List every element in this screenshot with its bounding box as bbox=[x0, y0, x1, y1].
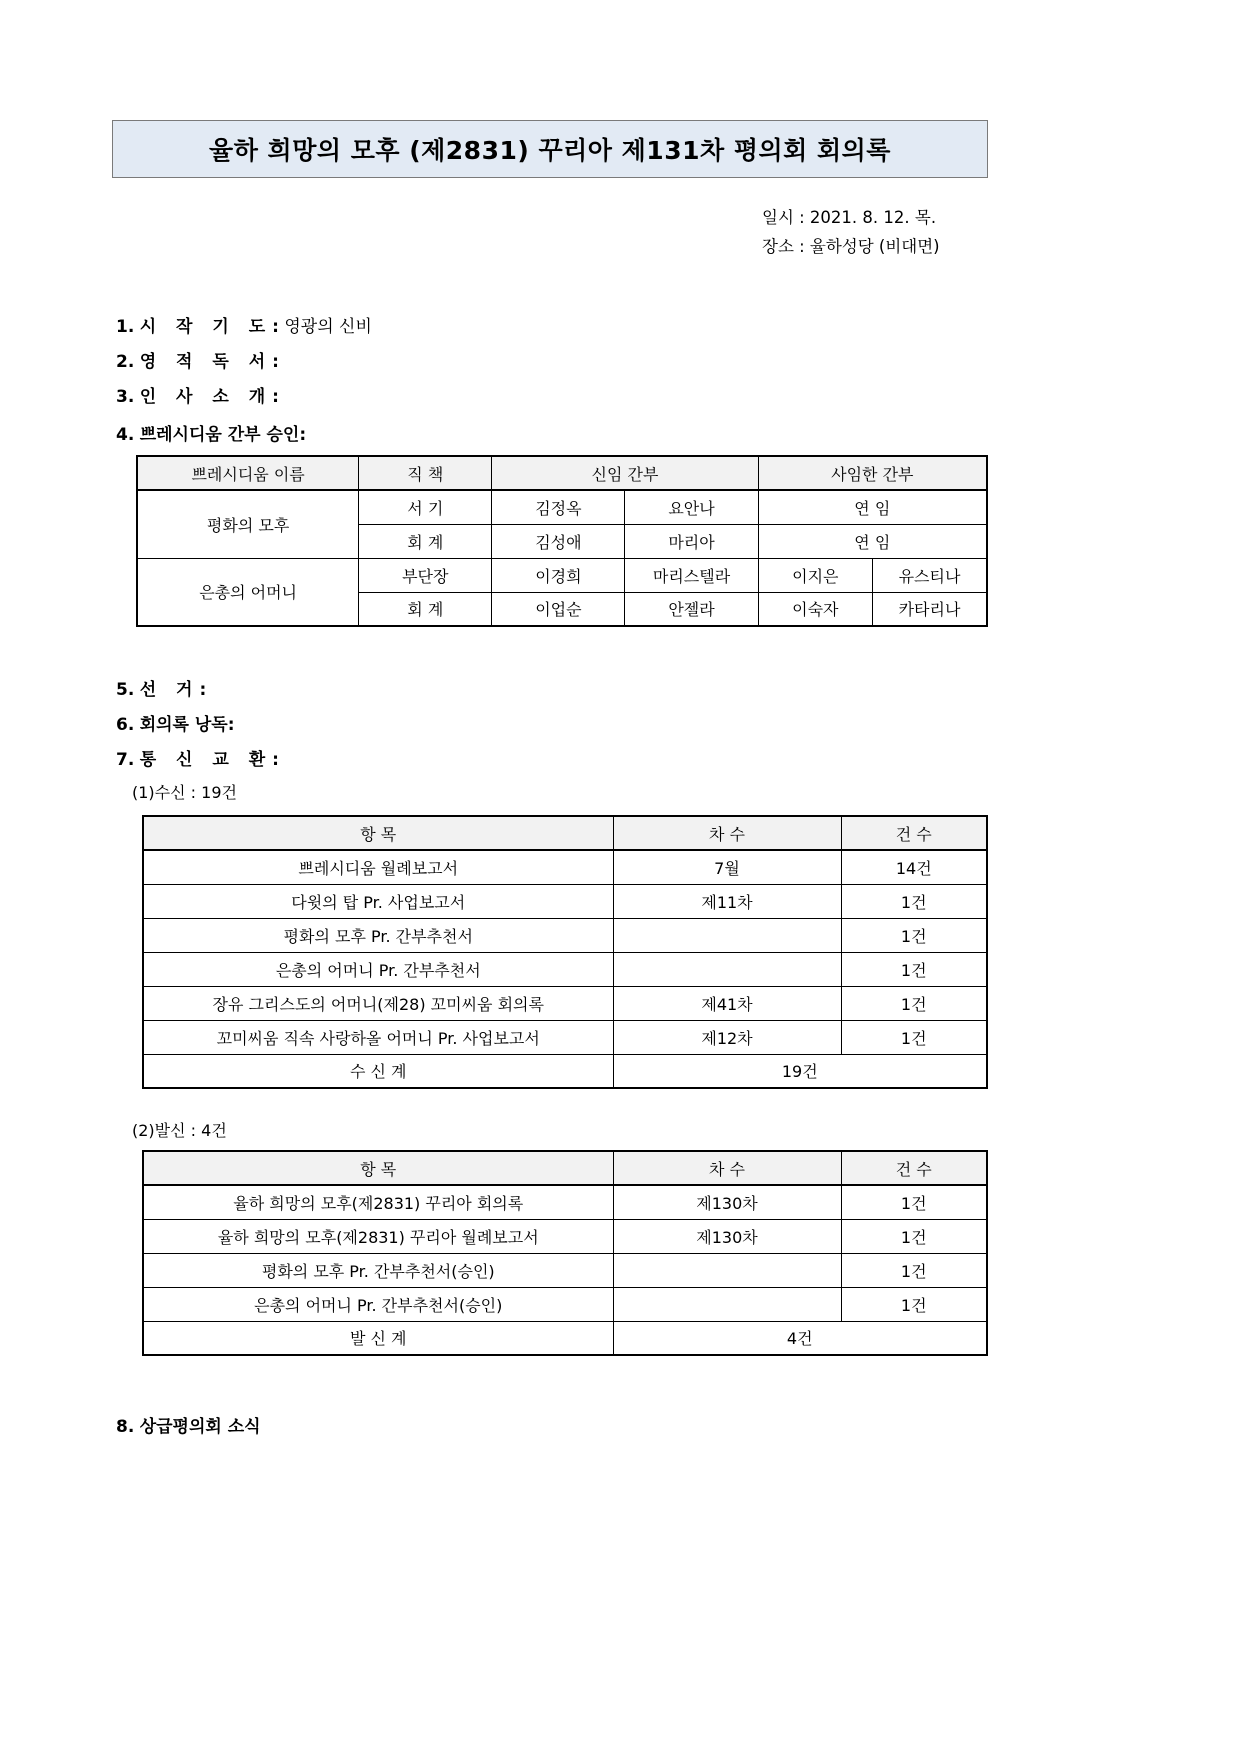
officers-header-resigned: 사임한 간부 bbox=[758, 456, 987, 490]
document-title-box bbox=[112, 120, 988, 178]
agenda-item-5-label: 선 거 bbox=[139, 680, 200, 700]
received-header-count: 건 수 bbox=[841, 816, 987, 850]
received-order-3 bbox=[613, 952, 841, 986]
sent-table-body bbox=[143, 1185, 987, 1355]
officers-group-name-0: 평화의 모후 bbox=[137, 490, 359, 558]
received-order-0: 7월 bbox=[613, 850, 841, 884]
received-table bbox=[142, 815, 988, 1089]
agenda-item-8-number: 8. bbox=[116, 1417, 135, 1437]
officers-table bbox=[136, 455, 988, 627]
received-header-item: 항 목 bbox=[143, 816, 613, 850]
sent-table bbox=[142, 1150, 988, 1356]
table-row bbox=[143, 952, 987, 986]
sent-header-count: 건 수 bbox=[841, 1151, 987, 1185]
agenda-item-8-label: 상급평의회 소식 bbox=[139, 1417, 261, 1437]
agenda-item-1 bbox=[116, 312, 372, 337]
meeting-date: 일시 : 2021. 8. 12. 목. bbox=[762, 208, 937, 227]
table-row bbox=[137, 490, 987, 524]
agenda-item-4-number: 4. bbox=[116, 425, 135, 445]
agenda-item-5 bbox=[116, 675, 206, 700]
table-row bbox=[143, 1219, 987, 1253]
sent-table-head bbox=[143, 1151, 987, 1185]
received-order-5: 제12차 bbox=[613, 1020, 841, 1054]
sent-count-3: 1건 bbox=[841, 1287, 987, 1321]
officers-role-0-1: 회 계 bbox=[359, 524, 492, 558]
officers-resigned-saint-1-0: 유스티나 bbox=[873, 558, 987, 592]
sent-header-item: 항 목 bbox=[143, 1151, 613, 1185]
agenda-item-7-number: 7. bbox=[116, 750, 135, 770]
received-count-3: 1건 bbox=[841, 952, 987, 986]
received-count-4: 1건 bbox=[841, 986, 987, 1020]
officers-new-name-0-0: 김정옥 bbox=[492, 490, 625, 524]
received-caption: (1)수신 : 19건 bbox=[132, 783, 237, 802]
officers-table-head bbox=[137, 456, 987, 490]
received-item-2: 평화의 모후 Pr. 간부추천서 bbox=[143, 918, 613, 952]
officers-header-new: 신임 간부 bbox=[492, 456, 758, 490]
sent-count-2: 1건 bbox=[841, 1253, 987, 1287]
sent-item-2: 평화의 모후 Pr. 간부추천서(승인) bbox=[143, 1253, 613, 1287]
officers-role-1-0: 부단장 bbox=[359, 558, 492, 592]
table-row bbox=[143, 1185, 987, 1219]
table-row bbox=[143, 850, 987, 884]
sent-total-row bbox=[143, 1321, 987, 1355]
agenda-item-5-colon: : bbox=[199, 680, 207, 700]
officers-header-presidium: 쁘레시디움 이름 bbox=[137, 456, 359, 490]
agenda-item-1-number: 1. bbox=[116, 317, 135, 337]
table-row bbox=[143, 986, 987, 1020]
sent-order-3 bbox=[613, 1287, 841, 1321]
sent-order-2 bbox=[613, 1253, 841, 1287]
table-header-row bbox=[143, 1151, 987, 1185]
received-count-0: 14건 bbox=[841, 850, 987, 884]
document-meta bbox=[700, 203, 990, 261]
received-order-2 bbox=[613, 918, 841, 952]
sent-total-value: 4건 bbox=[613, 1321, 987, 1355]
agenda-item-3-number: 3. bbox=[116, 387, 135, 407]
agenda-item-6-number: 6. bbox=[116, 715, 135, 735]
received-count-5: 1건 bbox=[841, 1020, 987, 1054]
agenda-item-4 bbox=[116, 420, 306, 445]
table-row bbox=[143, 918, 987, 952]
received-item-4: 장유 그리스도의 어머니(제28) 꼬미씨움 회의록 bbox=[143, 986, 613, 1020]
received-header-order: 차 수 bbox=[613, 816, 841, 850]
officers-new-name-1-0: 이경희 bbox=[492, 558, 625, 592]
table-row bbox=[143, 1287, 987, 1321]
agenda-item-1-value: 영광의 신비 bbox=[284, 317, 372, 337]
sent-item-3: 은총의 어머니 Pr. 간부추천서(승인) bbox=[143, 1287, 613, 1321]
agenda-item-7-colon: : bbox=[272, 750, 279, 770]
officers-new-name-0-1: 김성애 bbox=[492, 524, 625, 558]
officers-resigned-name-1-1: 이숙자 bbox=[758, 592, 872, 626]
meeting-place: 장소 : 율하성당 (비대면) bbox=[762, 237, 940, 256]
officers-role-0-0: 서 기 bbox=[359, 490, 492, 524]
officers-resigned-name-1-0: 이지은 bbox=[758, 558, 872, 592]
received-table-head bbox=[143, 816, 987, 850]
agenda-item-8 bbox=[116, 1412, 261, 1437]
officers-new-saint-1-0: 마리스텔라 bbox=[625, 558, 758, 592]
agenda-item-6-label: 회의록 낭독 bbox=[139, 715, 228, 735]
sent-order-1: 제130차 bbox=[613, 1219, 841, 1253]
agenda-item-5-number: 5. bbox=[116, 680, 135, 700]
sent-caption: (2)발신 : 4건 bbox=[132, 1121, 227, 1140]
received-order-1: 제11차 bbox=[613, 884, 841, 918]
officers-new-saint-0-0: 요안나 bbox=[625, 490, 758, 524]
received-total-value: 19건 bbox=[613, 1054, 987, 1088]
sent-header-order: 차 수 bbox=[613, 1151, 841, 1185]
officers-table-body bbox=[137, 490, 987, 626]
table-row bbox=[137, 558, 987, 592]
agenda-item-1-label: 시 작 기 도 bbox=[139, 317, 273, 337]
officers-new-saint-1-1: 안젤라 bbox=[625, 592, 758, 626]
sent-count-0: 1건 bbox=[841, 1185, 987, 1219]
agenda-item-3-label: 인 사 소 개 bbox=[139, 387, 273, 407]
sent-order-0: 제130차 bbox=[613, 1185, 841, 1219]
received-table-body bbox=[143, 850, 987, 1088]
officers-role-1-1: 회 계 bbox=[359, 592, 492, 626]
sent-item-1: 율하 희망의 모후(제2831) 꾸리아 월례보고서 bbox=[143, 1219, 613, 1253]
table-header-row bbox=[137, 456, 987, 490]
received-count-1: 1건 bbox=[841, 884, 987, 918]
sent-count-1: 1건 bbox=[841, 1219, 987, 1253]
officers-header-role: 직 책 bbox=[359, 456, 492, 490]
page-title: 율하 희망의 모후 (제2831) 꾸리아 제131차 평의회 회의록 bbox=[209, 136, 891, 165]
officers-new-saint-0-1: 마리아 bbox=[625, 524, 758, 558]
agenda-item-3 bbox=[116, 382, 279, 407]
agenda-item-2-label: 영 적 독 서 bbox=[139, 352, 273, 372]
agenda-item-6-colon: : bbox=[227, 715, 235, 735]
table-row bbox=[143, 884, 987, 918]
agenda-item-2-colon: : bbox=[272, 352, 279, 372]
received-count-2: 1건 bbox=[841, 918, 987, 952]
agenda-item-1-colon: : bbox=[272, 317, 279, 337]
officers-new-name-1-1: 이업순 bbox=[492, 592, 625, 626]
agenda-item-4-colon: : bbox=[299, 425, 307, 445]
agenda-item-6 bbox=[116, 710, 235, 735]
officers-resigned-0-1: 연 임 bbox=[758, 524, 987, 558]
agenda-item-3-colon: : bbox=[272, 387, 279, 407]
received-total-row bbox=[143, 1054, 987, 1088]
received-item-5: 꼬미씨움 직속 사랑하올 어머니 Pr. 사업보고서 bbox=[143, 1020, 613, 1054]
received-total-label: 수 신 계 bbox=[143, 1054, 613, 1088]
sent-total-label: 발 신 계 bbox=[143, 1321, 613, 1355]
table-row bbox=[143, 1020, 987, 1054]
agenda-item-4-label: 쁘레시디움 간부 승인 bbox=[139, 425, 300, 445]
agenda-item-2 bbox=[116, 347, 279, 372]
officers-resigned-0-0: 연 임 bbox=[758, 490, 987, 524]
table-header-row bbox=[143, 816, 987, 850]
table-row bbox=[143, 1253, 987, 1287]
agenda-item-2-number: 2. bbox=[116, 352, 135, 372]
officers-group-name-1: 은총의 어머니 bbox=[137, 558, 359, 626]
received-order-4: 제41차 bbox=[613, 986, 841, 1020]
received-item-3: 은총의 어머니 Pr. 간부추천서 bbox=[143, 952, 613, 986]
officers-resigned-saint-1-1: 카타리나 bbox=[873, 592, 987, 626]
agenda-item-7 bbox=[116, 745, 279, 770]
received-item-0: 쁘레시디움 월례보고서 bbox=[143, 850, 613, 884]
sent-item-0: 율하 희망의 모후(제2831) 꾸리아 회의록 bbox=[143, 1185, 613, 1219]
received-item-1: 다윗의 탑 Pr. 사업보고서 bbox=[143, 884, 613, 918]
agenda-item-7-label: 통 신 교 환 bbox=[139, 750, 273, 770]
